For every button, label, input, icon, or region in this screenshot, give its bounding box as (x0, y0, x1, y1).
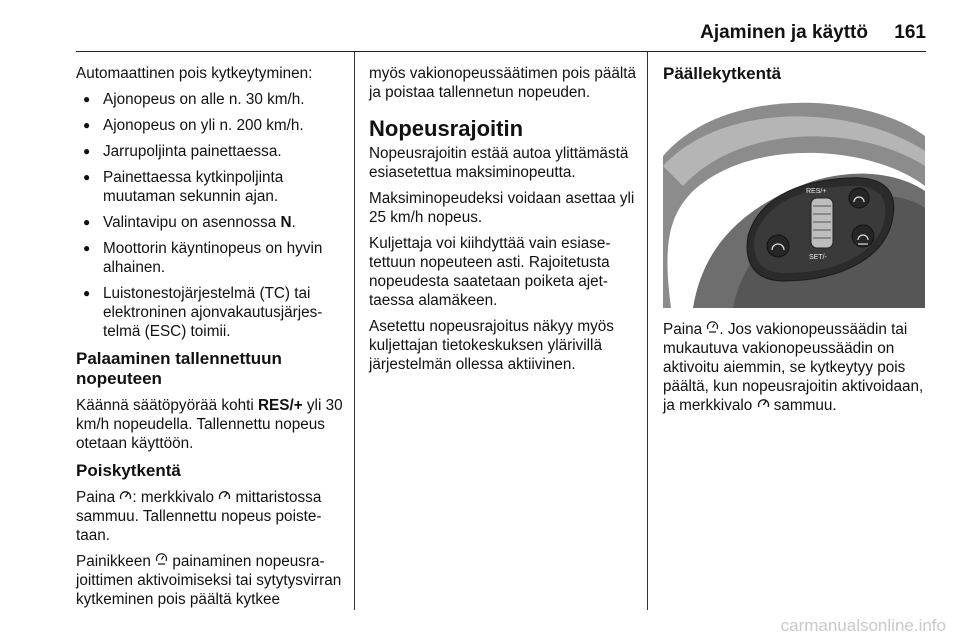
header-rule (76, 51, 926, 52)
auto-off-list (76, 90, 344, 341)
list-item: ● Painettaessa kytkinpoljinta muutaman sekunnin ajan. (76, 168, 344, 206)
res-label: RES/+ (806, 188, 827, 195)
column-divider (354, 52, 355, 610)
section-title-off: Poiskytkentä (76, 461, 181, 480)
gear-n: N (280, 214, 292, 231)
cruise-control-icon (757, 397, 770, 409)
speed-limiter-icon (706, 320, 719, 333)
column-3 (663, 64, 925, 422)
section-title-on: Päällekytkentä (663, 64, 782, 83)
continued-paragraph: myös vakionopeussäätimen pois päältä ja poistaa tallennetun nopeuden. (369, 65, 637, 101)
paragraph: Asetettu nopeusrajoitus näkyy myös kuljettajan tietokeskuksen ylärivillä järjestelmän ollessa aktiivinen. (369, 318, 614, 373)
steering-wheel-illustration (663, 96, 925, 308)
paragraph: Kuljettaja voi kiihdyttää vain esiasetettuun nopeuteen asti. Rajoitetusta nopeudesta saatetaan poiketa ajettaessa alamäkeen. (369, 235, 611, 309)
cruise-control-icon (119, 489, 132, 501)
cruise-control-icon (218, 489, 231, 501)
list-item: ● Ajonopeus on yli n. 200 km/h. (76, 116, 344, 135)
footer-watermark[interactable]: carmanualsonline.info (780, 616, 946, 635)
list-item: ● Jarrupoljinta painettaessa. (76, 142, 344, 161)
off-paragraph-1: Paina : merkkivalo mittaristossa sammuu. Tallennettu nopeus poistetaan. (76, 489, 322, 544)
column-2 (369, 64, 637, 381)
section-title-resume: Palaaminen tallennettuun nopeuteen (76, 349, 282, 388)
activation-paragraph: Paina . Jos vakionopeussäädin tai mukautuva vakionopeussäädin on aktivoitu aiemmin, se kytkeytyy pois päältä, kun nopeusrajoitin aktivoidaan, ja merkkivalo sammuu. (663, 321, 924, 414)
resume-paragraph: Käännä säätöpyörää kohti RES/+ yli 30 km/h nopeudella. Tallennettu nopeus otetaan käyttöön. (76, 397, 343, 452)
paragraph: Maksiminopeudeksi voidaan asettaa yli 25 km/h nopeus. (369, 190, 635, 226)
page-header (0, 22, 960, 52)
section-heading-limiter: Nopeusrajoitin (369, 116, 524, 141)
paragraph: Nopeusrajoitin estää autoa ylittämästä esiasetettua maksiminopeutta. (369, 145, 629, 181)
header-title: Ajaminen ja käyttö (700, 22, 868, 43)
column-1 (76, 64, 344, 616)
list-item: ● Ajonopeus on alle n. 30 km/h. (76, 90, 344, 109)
column-divider (647, 52, 648, 610)
auto-off-intro: Automaattinen pois kytkeytyminen: (76, 65, 313, 82)
off-paragraph-2: Painikkeen painaminen nopeusrajoittimen aktivoimiseksi tai sytytysvirran kytkeminen pois päältä kytkee (76, 553, 342, 608)
set-label: SET/- (809, 254, 827, 261)
list-item: ● Moottorin käyntinopeus on hyvin alhainen. (76, 239, 344, 277)
speed-limiter-icon (155, 552, 168, 565)
list-item: ● Luistonestojärjestelmä (TC) tai elektroninen ajonvakautusjärjestelmä (ESC) toimii. (76, 284, 344, 341)
list-item: ● Valintavipu on asennossa N. (76, 213, 344, 232)
page-number: 161 (894, 22, 926, 43)
